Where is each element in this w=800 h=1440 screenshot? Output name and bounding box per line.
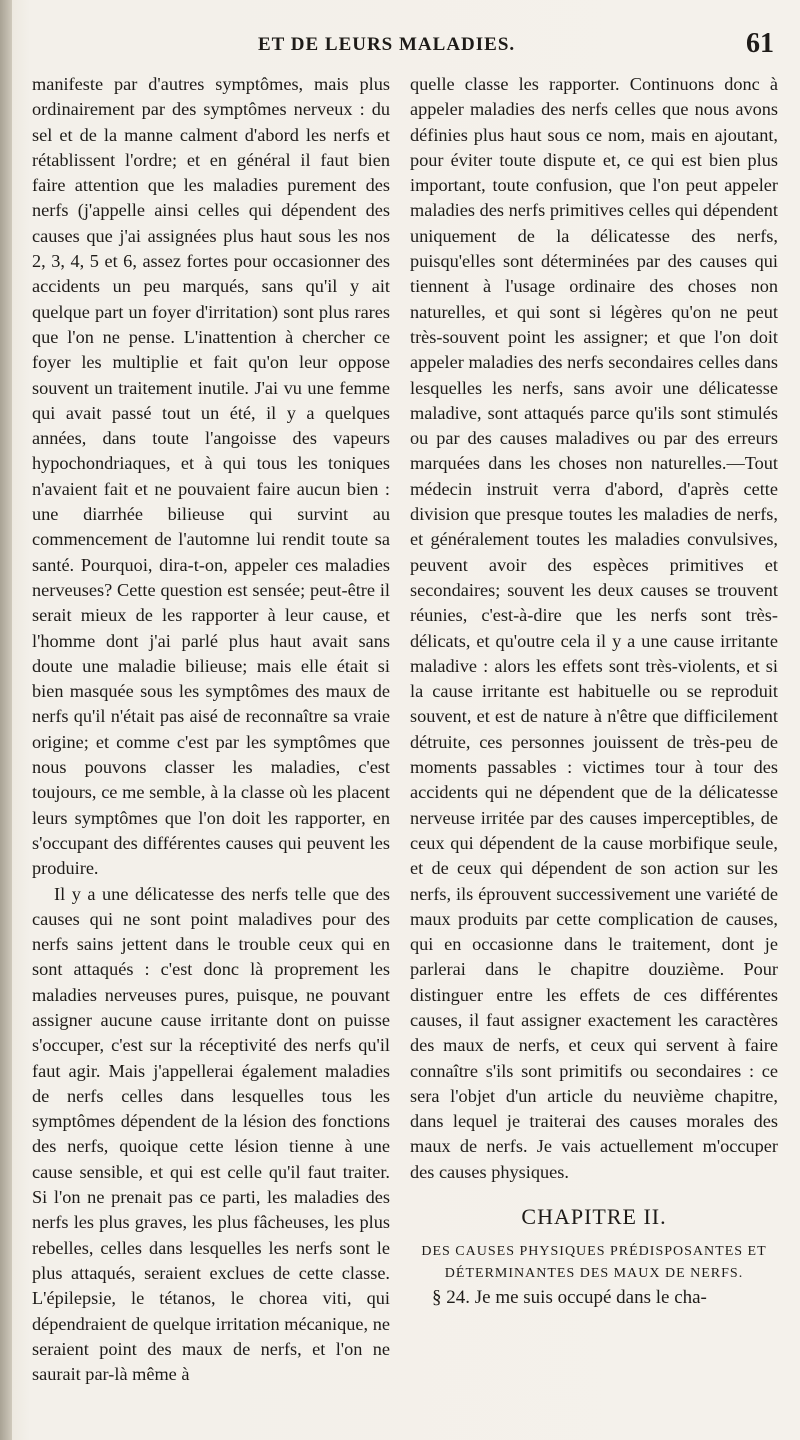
running-title: ET DE LEURS MALADIES.	[258, 34, 516, 55]
page-binding-edge	[0, 0, 12, 1440]
section-start: § 24. Je me suis occupé dans le cha-	[432, 1287, 707, 1309]
chapter-title: CHAPITRE II.	[521, 1204, 667, 1230]
page-number: 61	[746, 28, 774, 59]
chapter-subtitle: DES CAUSES PHYSIQUES PRÉDISPOSANTES ET DÉTERMINANTES DES MAUX DE NERFS.	[421, 1244, 767, 1282]
page-header	[258, 28, 774, 64]
left-column	[32, 72, 390, 1387]
paragraph: manifeste par d'autres symptômes, mais plus ordinairement par des symptômes nerveux : du sel et de la manne calment d'abord les nerfs et rétablissent l'ordre; et en général il faut bien faire attention que les maladies purement des nerfs (j'appelle ainsi celles qui dépendent des causes que j'ai assignées plus haut sous les nos 2, 3, 4, 5 et 6, assez fortes pour occasionner des accidents un peu marqués, sans qu'il y ait quelque part un foyer d'irritation) sont plus rares que l'on ne pense. L'inattention à chercher ce foyer les multiplie et fait qu'on leur oppose souvent un traitement inutile. J'ai vu une femme qui avait passé tout un été, il y a quelques années, dans toute l'angoisse des vapeurs hypochondriaques, et à qui tous les toniques n'avaient fait et ne pouvaient faire aucun bien : une diarrhée bilieuse qui survint au commencement de l'automne lui rendit toute sa santé. Pourquoi, dira-t-on, appeler ces maladies nerveuses? Cette question est sensée; peut-être il serait mieux de les rapporter à leur cause, et l'homme dont j'ai parlé plus haut avait sans doute une maladie bilieuse; mais elle était si bien masquée sous les symptômes des maux de nerfs qu'il n'était pas aisé de reconnaître sa vraie origine; et comme c'est par les symptômes que nous pouvons classer les maladies, c'est toujours, ce me semble, à la classe où les placent leurs symptômes que l'on doit les rapporter, en s'occupant des différentes causes qui peuvent les produire.	[32, 74, 390, 879]
paragraph: Il y a une délicatesse des nerfs telle que des causes qui ne sont point maladives pour des nerfs sains jettent dans le trouble ceux qui en sont attaqués : c'est donc là proprement les maladies nerveuses pures, puisque, ne pouvant assigner aucune cause irritante dont on puisse s'occuper, c'est sur la réceptivité des nerfs qu'il faut agir. Mais j'appellerai également maladies de nerfs celles dans lesquelles tous les symptômes dépendent de la lésion des fonctions des nerfs, quoique cette lésion tienne à une cause sensible, et qui est celle qu'il faut traiter. Si l'on ne prenait pas ce parti, les maladies des nerfs les plus graves, les plus fâcheuses, les plus rebelles, celles dans lesquelles les nerfs sont le plus attaqués, seraient exclues de cette classe. L'épilepsie, le tétanos, le chorea viti, qui dépendraient de quelque irritation mécanique, ne seraient point des maux de nerfs, et l'on ne saurait par-là même à	[32, 883, 390, 1385]
paragraph: quelle classe les rapporter. Continuons donc à appeler maladies des nerfs celles que nous avons définies plus haut sous ce nom, mais en ajoutant, pour éviter toute dispute et, ce qui est bien plus important, toute confusion, que l'on peut appeler maladies des nerfs primitives celles qui dépendent uniquement de la délicatesse des nerfs, puisqu'elles sont déterminées par des causes qui tiennent à l'usage ordinaire des choses non naturelles, et qui sont si légères qu'on ne peut très-souvent point les assigner; et que l'on doit appeler maladies des nerfs secondaires celles dans lesquelles les nerfs, sans avoir une délicatesse maladive, sont attaqués parce qu'ils sont stimulés ou par des causes maladives ou par des erreurs marquées dans les choses non naturelles.—Tout médecin instruit verra d'abord, d'après cette division que presque toutes les maladies de nerfs, et généralement toutes les maladies convulsives, peuvent avoir des espèces primitives et secondaires; souvent les deux causes se trouvent réunies, c'est-à-dire que les nerfs sont très-délicats, et qu'outre cela il y a une cause irritante maladive : alors les effets sont très-violents, et si la cause irritante est habituelle ou se reproduit souvent, et est de nature à n'être que difficilement détruite, ces personnes jouissent de très-peu de moments passables : victimes tour à tour des accidents qui ne dépendent que de la délicatesse nerveuse irritée par des causes imperceptibles, de ceux qui dépendent de la cause morbifique seule, et de ceux qui dépendent de son action sur les nerfs, ils éprouvent successivement une variété de maux produits par cette complication de causes, qui en occasionne dans le traitement, dont je parlerai dans le chapitre douzième. Pour distinguer entre les effets de ces différentes causes, il faut assigner exactement les caractères des maux de nerfs, et ceux qui servent à faire connaître s'ils sont primitifs ou secondaires : ce sera l'objet d'un article du neuvième chapitre, dans lequel je traiterai des causes morales des maux de nerfs. Je vais actuellement m'occuper des causes physiques.	[410, 74, 778, 1182]
right-column	[410, 72, 778, 1310]
